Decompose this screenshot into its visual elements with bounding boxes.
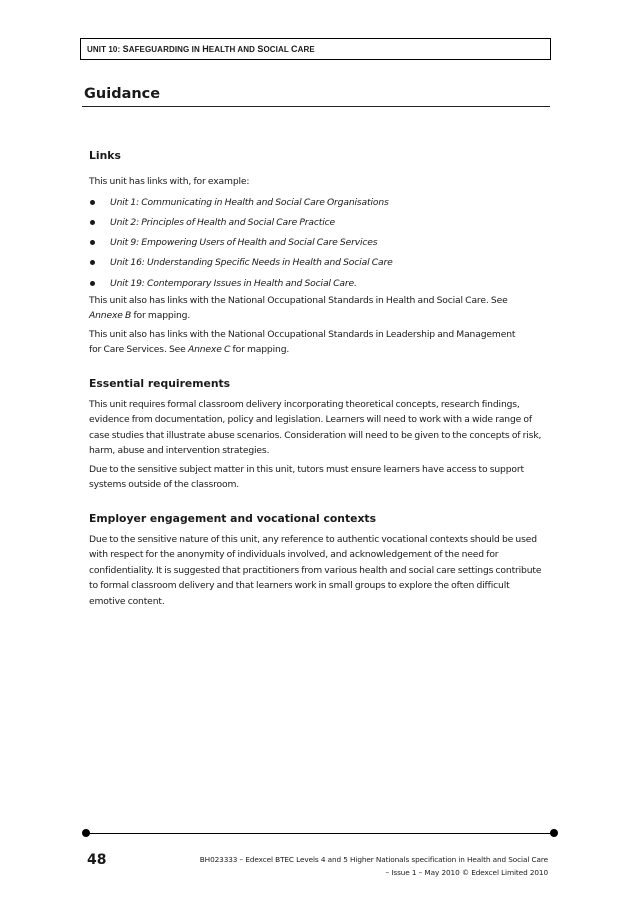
employer-para-1: Due to the sensitive nature of this unit, any reference to authentic vocational contexts should be used with respect for the anonymity of individuals involved, and acknowledgement of the need for confidentiality. It is suggested that practitioners from various health and social care settings contribute to formal classroom delivery and that learners work in small groups to explore the often difficult emotive content. [89,533,542,607]
bullet-icon [90,260,95,265]
header-unit-prefix: UNIT 10: [87,45,123,54]
links-nos-hsc-para: This unit also has links with the National Occupational Standards in Health and Social Care. See Annexe B for mapping. [89,294,508,322]
bullet-icon [90,200,95,205]
links-nos-lm-para: This unit also has links with the National Occupational Standards in Leadership and Management for Care Services. See Annexe C for mapping. [89,328,516,356]
footer-rule [86,833,555,834]
footer-dot-right [550,829,558,837]
essential-heading: Essential requirements [89,376,231,390]
footer-citation: BH023333 – Edexcel BTEC Levels 4 and 5 Higher Nationals specification in Health and Social Care – Issue 1 – May 2010 © Edexcel Limited 2010 [199,855,548,877]
list-item: Unit 9: Empowering Users of Health and Social Care Services [89,235,544,255]
links-heading: Links [89,149,121,162]
page-number: 48 [87,852,107,868]
list-item: Unit 1: Communicating in Health and Social Care Organisations [89,195,544,215]
running-header: UNIT 10: SAFEGUARDING IN HEALTH AND SOCIAL CARE [80,38,551,60]
bullet-icon [90,240,95,245]
list-item: Unit 16: Understanding Specific Needs in Health and Social Care [89,255,544,275]
employer-heading: Employer engagement and vocational contexts [89,511,377,525]
bullet-icon [90,220,95,225]
essential-para-1: This unit requires formal classroom delivery incorporating theoretical concepts, research findings, evidence from documentation, policy and legislation. Learners will need to work with a wide range of case studies that illustrate abuse scenarios. Consideration will need to be given to the concepts of risk, harm, abuse and intervention strategies. [89,398,542,457]
bullet-icon [90,281,95,286]
content [89,148,544,609]
list-item: Unit 19: Contemporary Issues in Health and Social Care. [89,276,544,293]
title-rule [82,106,550,107]
essential-para-2: Due to the sensitive subject matter in this unit, tutors must ensure learners have access to support systems outside of the classroom. [89,463,524,491]
links-list [89,195,544,293]
page-title: Guidance [84,86,161,102]
links-intro: This unit has links with, for example: [89,176,250,187]
list-item: Unit 2: Principles of Health and Social Care Practice [89,215,544,235]
